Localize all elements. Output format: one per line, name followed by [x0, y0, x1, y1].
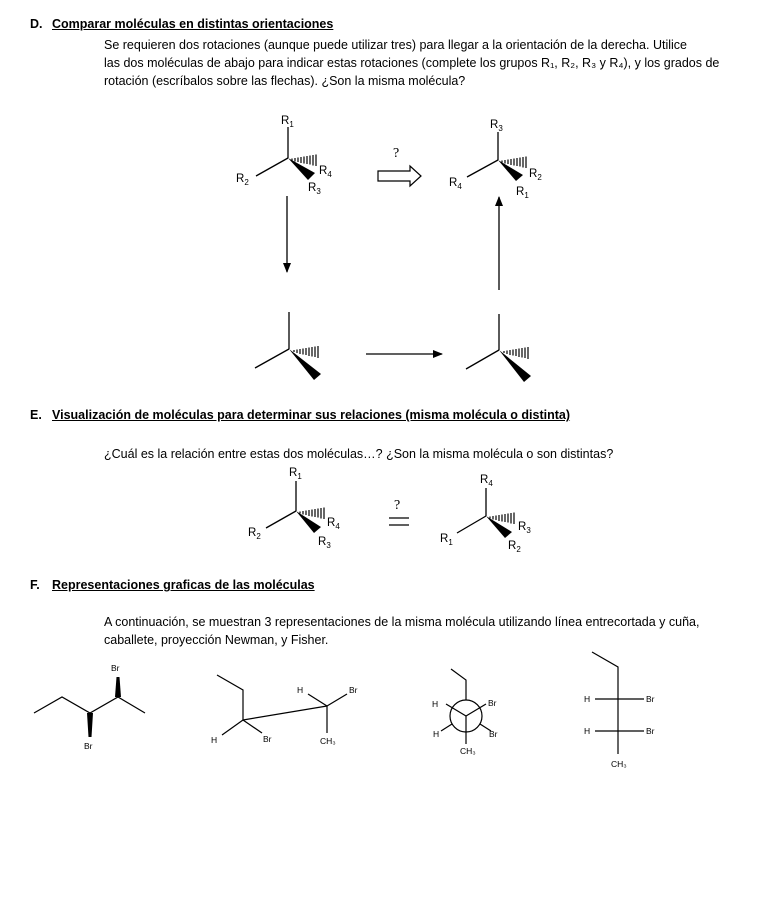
section-f-title: Representaciones graficas de las moléculas — [52, 578, 315, 592]
label-h: H — [584, 694, 591, 704]
label-r4: $R_4$ — [449, 177, 462, 191]
label-h: H — [584, 726, 591, 736]
label-r1: $R_1$ — [289, 467, 302, 481]
label-br-top: Br — [111, 663, 120, 673]
label-br: Br — [489, 729, 498, 739]
label-ch3: CH₃ — [460, 746, 476, 756]
label-br: Br — [488, 698, 497, 708]
section-d-body-line-3: rotación (escríbalos sobre las flechas). ¿Son la misma molécula? — [104, 74, 466, 88]
label-h: H — [297, 685, 304, 695]
label-ch3: CH₃ — [320, 736, 336, 746]
question-mark-d: ? — [393, 146, 400, 161]
label-br: Br — [646, 726, 655, 736]
label-r3: $R_3$ — [490, 119, 503, 133]
label-r2: $R_2$ — [529, 168, 542, 182]
label-r2: $R_2$ — [508, 540, 521, 554]
section-f-body-line-1: A continuación, se muestran 3 representaciones de la misma molécula utilizando línea entrecortada y cuña, — [104, 615, 700, 629]
section-d-body-line-2: las dos moléculas de abajo para indicar estas rotaciones (complete los grupos R₁, R₂, R₃ y R₄), y los grados de — [104, 56, 720, 70]
section-f-letter: F. — [30, 578, 40, 592]
label-r1: $R_1$ — [440, 533, 453, 547]
section-e-question: ¿Cuál es la relación entre estas dos moléculas…? ¿Son la misma molécula o son distintas? — [104, 447, 614, 461]
label-r3: $R_3$ — [318, 536, 331, 550]
label-r1: $R_1$ — [516, 186, 529, 200]
label-br: Br — [263, 734, 272, 744]
section-d-letter: D. — [30, 17, 43, 31]
label-r2: $R_2$ — [236, 173, 249, 187]
question-mark-e: ? — [394, 498, 401, 513]
label-br-bottom: Br — [84, 741, 93, 751]
label-r3: $R_3$ — [518, 521, 531, 535]
label-r4: $R_4$ — [480, 474, 493, 488]
label-r2: $R_2$ — [248, 527, 261, 541]
label-br: Br — [646, 694, 655, 704]
section-d-title: Comparar moléculas en distintas orientaciones — [52, 17, 334, 31]
wedge-bond-br-bottom — [87, 713, 93, 737]
label-h: H — [433, 729, 440, 739]
wedge-bond-br-top — [115, 677, 121, 697]
sawhorse-structure — [211, 675, 358, 746]
section-e-letter: E. — [30, 408, 42, 422]
label-r1: $R_1$ — [281, 115, 294, 129]
label-r4: $R_4$ — [319, 165, 332, 179]
fischer-projection — [584, 652, 655, 769]
label-r3: $R_3$ — [308, 182, 321, 196]
label-h: H — [432, 699, 439, 709]
newman-projection — [432, 669, 498, 756]
label-r4: $R_4$ — [327, 517, 340, 531]
label-br: Br — [349, 685, 358, 695]
section-e-title: Visualización de moléculas para determinar sus relaciones (misma molécula o distinta) — [52, 408, 571, 422]
label-ch3: CH₃ — [611, 759, 627, 769]
section-f-body-line-2: caballete, proyección Newman, y Fisher. — [104, 633, 329, 647]
label-h: H — [211, 735, 218, 745]
section-d-body-line-1: Se requieren dos rotaciones (aunque puede utilizar tres) para llegar a la orientación de la derecha. Utilice — [104, 38, 687, 52]
wedge-dash-structure — [34, 663, 145, 751]
